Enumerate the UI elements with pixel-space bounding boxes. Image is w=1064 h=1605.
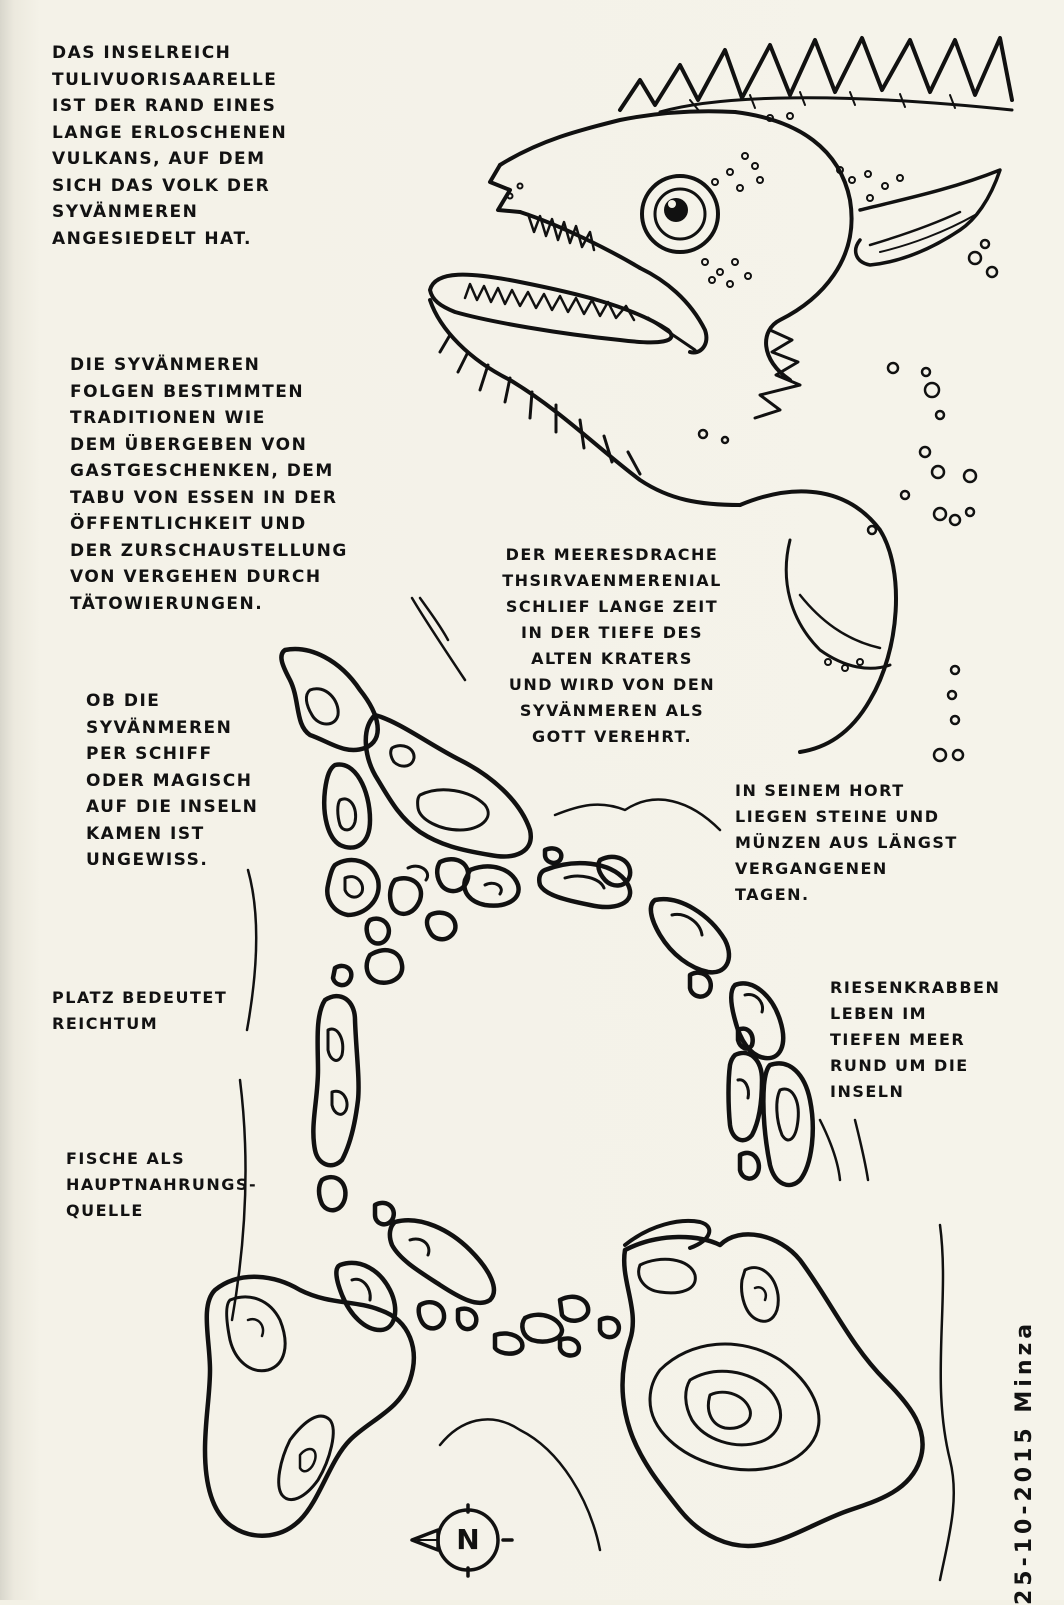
note-hoard: IN SEINEM HORT LIEGEN STEINE UND MÜNZEN AUS LÄNGST VERGANGENEN TAGEN.	[735, 781, 958, 904]
note-space: PLATZ BEDEUTET REICHTUM	[52, 988, 228, 1033]
note-origin: OB DIE SYVÄNMEREN PER SCHIFF ODER MAGISCH AUF DIE INSELN KAMEN IST UNGEWISS.	[86, 691, 259, 870]
note-fish: FISCHE ALS HAUPTNAHRUNGS- QUELLE	[66, 1149, 258, 1220]
compass-north-label: N	[456, 1523, 480, 1556]
note-crabs: RIESENKRABBEN LEBEN IM TIEFEN MEER RUND UM DIE INSELN	[830, 978, 1001, 1101]
note-dragon: DER MEERESDRACHE THSIRVAENMERENIAL SCHLIEF LANGE ZEIT IN DER TIEFE DES ALTEN KRATERS UND WIRD VON DEN SYVÄNMEREN ALS GOTT VEREHRT.	[502, 545, 722, 746]
note-traditions: DIE SYVÄNMEREN FOLGEN BESTIMMTEN TRADITIONEN WIE DEM ÜBERGEBEN VON GASTGESCHENKEN, DEM TABU VON ESSEN IN DER ÖFFENTLICHKEIT UND DER ZURSCHAUSTELLUNG VON VERGEHEN DURCH TÄTOWIERUNGEN.	[70, 355, 348, 614]
signature-date: 25-10-2015 Minza	[1012, 1319, 1037, 1605]
note-intro: DAS INSELREICH TULIVUORISAARELLE IST DER RAND EINES LANGE ERLOSCHENEN VULKANS, AUF DEM SICH DAS VOLK DER SYVÄNMEREN ANGESIEDELT HAT.	[52, 43, 288, 249]
